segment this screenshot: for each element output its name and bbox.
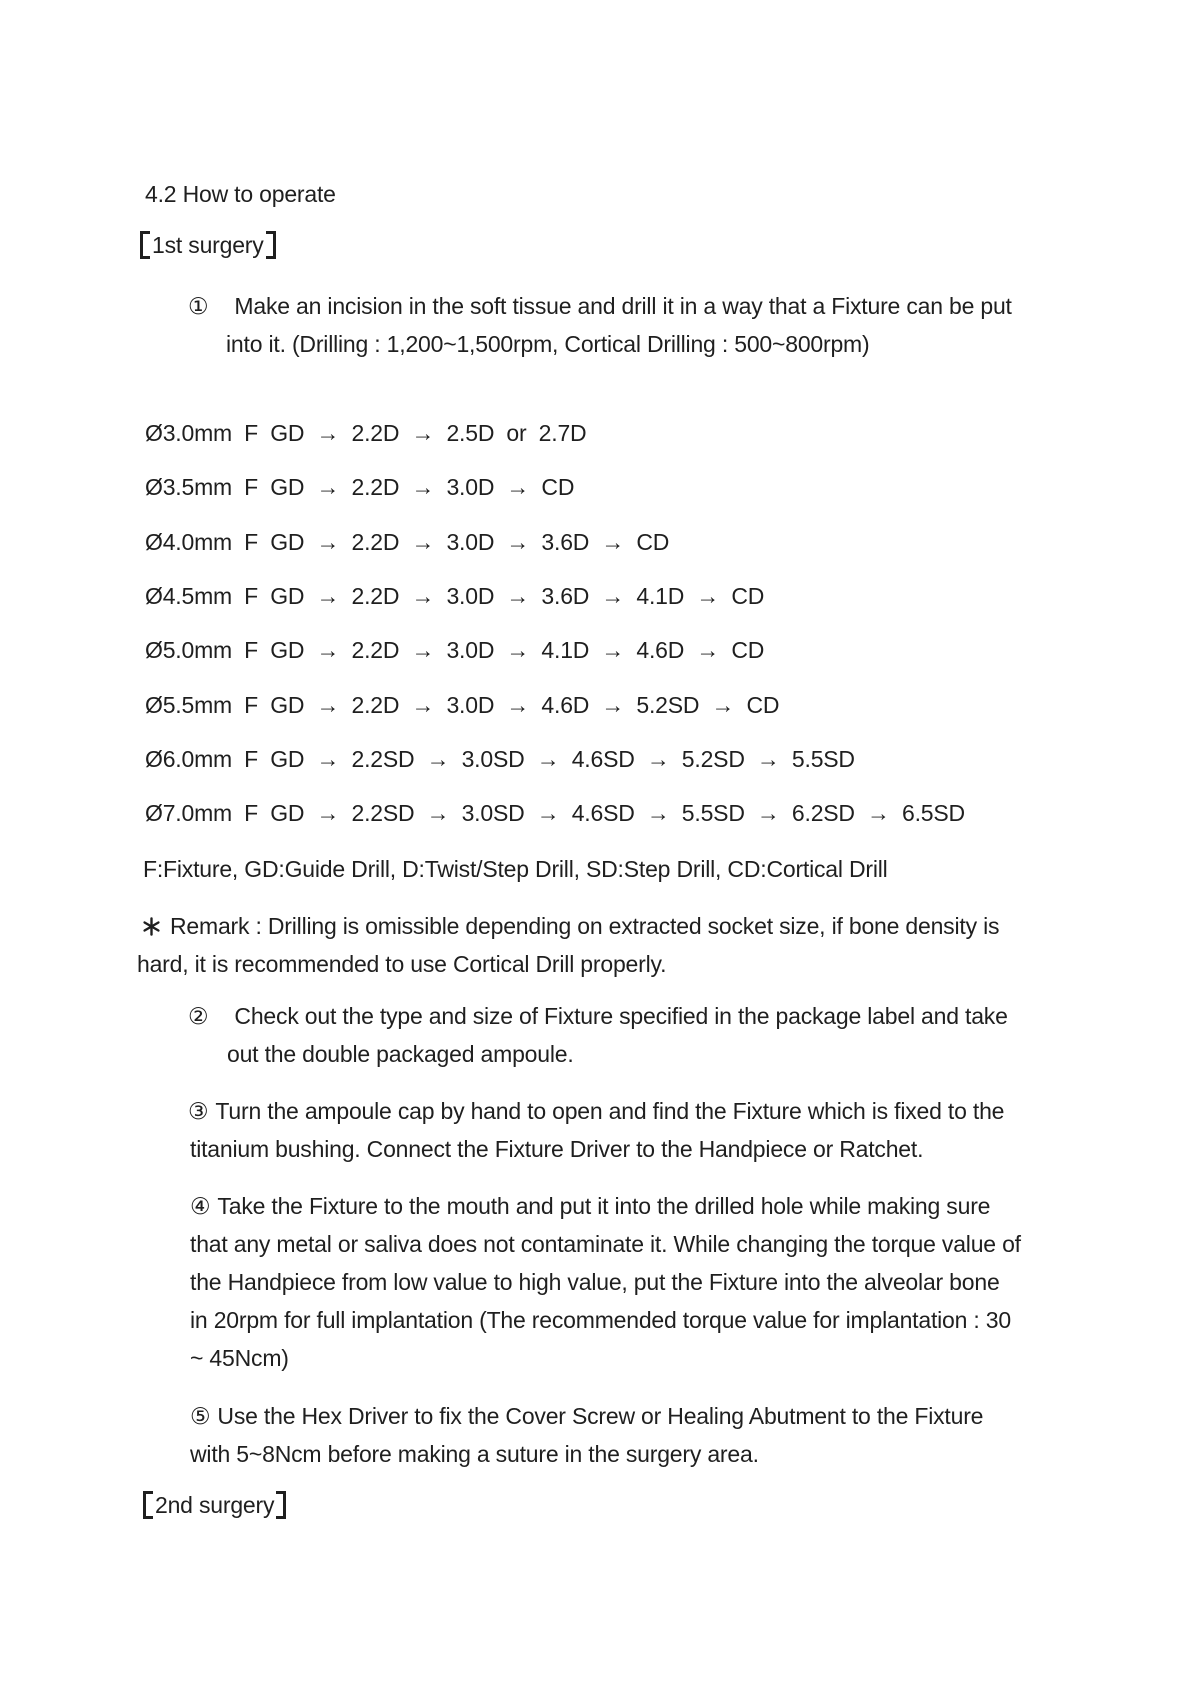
right-lenticular-bracket-icon (276, 1491, 289, 1519)
step3-line-2: titanium bushing. Connect the Fixture Driver to the Handpiece or Ratchet. (190, 1136, 924, 1162)
drill-sequence-row-3-0mm: Ø3.0mm F GD → 2.2D → 2.5D or 2.7D (145, 420, 587, 446)
drill-sequence-row-4-5mm: Ø4.5mm F GD → 2.2D → 3.0D → 3.6D → 4.1D → CD (145, 583, 765, 609)
step5-line-1 (190, 1403, 983, 1430)
step4-line-5: ~ 45Ncm) (190, 1345, 289, 1371)
step1-line-2: into it. (Drilling : 1,200~1,500rpm, Cortical Drilling : 500~800rpm) (226, 331, 870, 357)
step4-line-4: in 20rpm for full implantation (The recommended torque value for implantation : 30 (190, 1307, 1011, 1333)
remark-line-2: hard, it is recommended to use Cortical Drill properly. (137, 951, 667, 977)
step5-line-2: with 5~8Ncm before making a suture in the surgery area. (190, 1441, 759, 1467)
drill-sequence-row-7-0mm: Ø7.0mm F GD → 2.2SD → 3.0SD → 4.6SD → 5.5SD → 6.2SD → 6.5SD (145, 800, 965, 826)
section-header-1st-surgery (137, 231, 279, 259)
left-lenticular-bracket-icon (137, 231, 150, 259)
step1-line-1 (188, 293, 1012, 320)
step2-line-1 (188, 1003, 1008, 1030)
left-lenticular-bracket-icon (140, 1491, 153, 1519)
step3-line-1 (188, 1098, 1004, 1125)
circled-number-4: ④ (190, 1193, 211, 1219)
section-header-2nd-surgery (140, 1491, 289, 1519)
step4-line-2: that any metal or saliva does not contaminate it. While changing the torque value of (190, 1231, 1021, 1257)
remark-text-1: Remark : Drilling is omissible depending on extracted socket size, if bone density is (170, 913, 1000, 939)
step2-line-2: out the double packaged ampoule. (227, 1041, 574, 1067)
right-lenticular-bracket-icon (266, 231, 279, 259)
step4-line-1 (190, 1193, 990, 1220)
drill-sequence-row-3-5mm: Ø3.5mm F GD → 2.2D → 3.0D → CD (145, 474, 575, 500)
surgery1-label: 1st surgery (152, 232, 264, 258)
step1-text-1: Make an incision in the soft tissue and drill it in a way that a Fixture can be put (234, 293, 1012, 319)
step3-text-1: Turn the ampoule cap by hand to open and find the Fixture which is fixed to the (215, 1098, 1005, 1124)
step4-line-3: the Handpiece from low value to high value, put the Fixture into the alveolar bone (190, 1269, 1000, 1295)
drill-legend: F:Fixture, GD:Guide Drill, D:Twist/Step Drill, SD:Step Drill, CD:Cortical Drill (143, 856, 888, 882)
circled-number-1: ① (188, 293, 209, 319)
drill-sequence-row-4-0mm: Ø4.0mm F GD → 2.2D → 3.0D → 3.6D → CD (145, 529, 670, 555)
step2-text-1: Check out the type and size of Fixture specified in the package label and take (234, 1003, 1008, 1029)
remark-line-1 (142, 913, 999, 940)
section-title: 4.2 How to operate (145, 181, 336, 207)
step4-text-1: Take the Fixture to the mouth and put it into the drilled hole while making sure (217, 1193, 991, 1219)
circled-number-3: ③ (188, 1098, 209, 1124)
circled-number-2: ② (188, 1003, 209, 1029)
remark-asterisk-icon (142, 917, 161, 936)
circled-number-5: ⑤ (190, 1403, 211, 1429)
drill-sequence-row-6-0mm: Ø6.0mm F GD → 2.2SD → 3.0SD → 4.6SD → 5.2SD → 5.5SD (145, 746, 855, 772)
step5-text-1: Use the Hex Driver to fix the Cover Screw or Healing Abutment to the Fixture (217, 1403, 984, 1429)
drill-sequence-row-5-5mm: Ø5.5mm F GD → 2.2D → 3.0D → 4.6D → 5.2SD → CD (145, 692, 780, 718)
drill-sequence-row-5-0mm: Ø5.0mm F GD → 2.2D → 3.0D → 4.1D → 4.6D → CD (145, 637, 765, 663)
surgery2-label: 2nd surgery (155, 1492, 275, 1518)
